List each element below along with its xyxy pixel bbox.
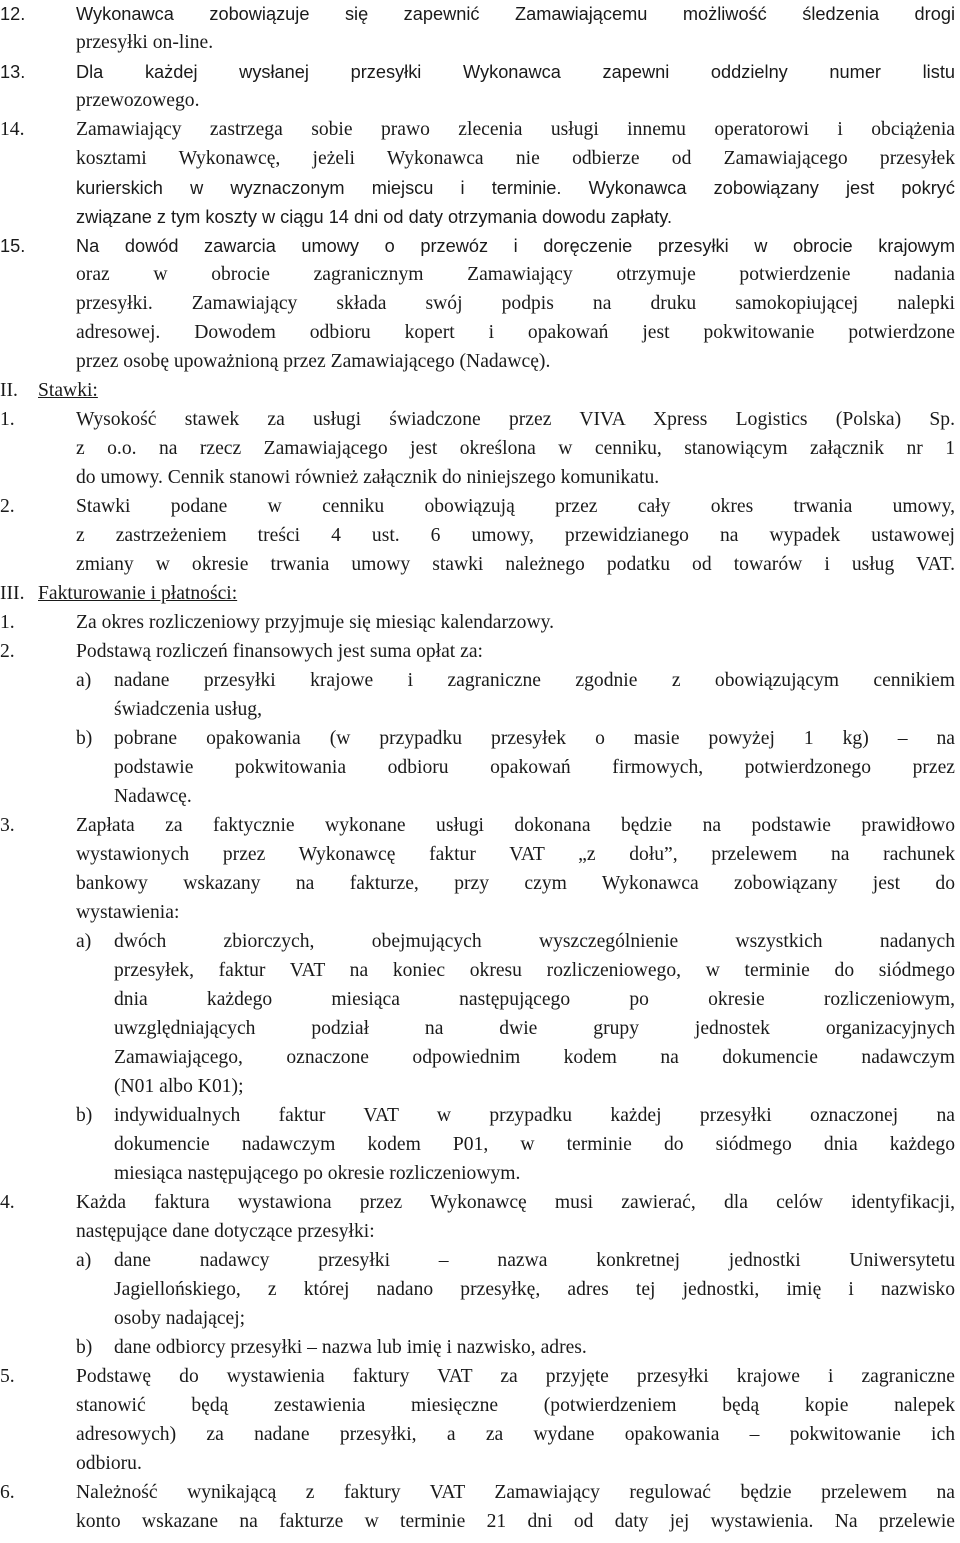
line-text: stanowić będą zestawienia miesięczne (potwierdzeniem będą kopie nalepek	[76, 1395, 955, 1416]
line-text: Każda faktura wystawiona przez Wykonawcę musi zawierać, dla celów identyfikacji,	[76, 1192, 955, 1213]
item-number: 3.	[0, 815, 15, 836]
line-text: dane nadawcy przesyłki – nazwa konkretnej jednostki Uniwersytetu	[114, 1250, 955, 1271]
item-number: 6.	[0, 1482, 15, 1503]
line-text: Na dowód zawarcia umowy o przewóz i doręczenie przesyłki w obrocie krajowym	[76, 236, 955, 256]
line-text: adresowych) za nadane przesyłki, a za wydane opakowania – pokwitowanie ich	[76, 1424, 955, 1445]
line-text: adresowej. Dowodem odbioru kopert i opakowań jest pokwitowanie potwierdzone	[76, 322, 955, 343]
line-text: wystawienia:	[76, 902, 180, 923]
line-text: nadane przesyłki krajowe i zagraniczne zgodnie z obowiązującym cennikiem	[114, 670, 955, 691]
line-text: zmiany w okresie trwania umowy stawki należnego podatku od towarów i usług VAT.	[76, 554, 955, 575]
line-text: przesyłki. Zamawiający składa swój podpis na druku samokopiującej nalepki	[76, 293, 955, 314]
line-text: Dla każdej wysłanej przesyłki Wykonawca zapewni oddzielny numer listu	[76, 62, 955, 82]
line-text: podstawie pokwitowania odbioru opakowań firmowych, potwierdzonego przez	[114, 757, 955, 778]
item-number: 2.	[0, 496, 15, 517]
item-number: a)	[76, 670, 92, 691]
line-text: przesyłki on-line.	[76, 32, 214, 53]
item-number: 14.	[0, 119, 25, 140]
line-text: dwóch zbiorczych, obejmujących wyszczególnienie wszystkich nadanych	[114, 931, 955, 952]
line-text: Stawki podane w cenniku obowiązują przez cały okres trwania umowy,	[76, 496, 955, 517]
line-text: Należność wynikającą z faktury VAT Zamawiający regulować będzie przelewem na	[76, 1482, 955, 1503]
line-text: związane z tym koszty w ciągu 14 dni od daty otrzymania dowodu zapłaty.	[76, 207, 673, 227]
line-text: Za okres rozliczeniowy przyjmuje się miesiąc kalendarzowy.	[76, 612, 555, 633]
item-number: 5.	[0, 1366, 15, 1387]
line-text: Zamawiającego, oznaczone odpowiednim kodem na dokumencie nadawczym	[114, 1047, 955, 1068]
line-text: indywidualnych faktur VAT w przypadku każdej przesyłki oznaczonej na	[114, 1105, 955, 1126]
line-text: kosztami Wykonawcę, jeżeli Wykonawca nie odbierze od Zamawiającego przesyłek	[76, 148, 955, 169]
item-number: III.	[0, 583, 25, 604]
item-number: 4.	[0, 1192, 15, 1213]
line-text: Zamawiający zastrzega sobie prawo zlecenia usługi innemu operatorowi i obciążenia	[76, 119, 955, 140]
line-text: osoby nadającej;	[114, 1308, 246, 1329]
section-heading: Fakturowanie i płatności:	[38, 583, 238, 604]
item-number: a)	[76, 1250, 92, 1271]
line-text: oraz w obrocie zagranicznym Zamawiający otrzymuje potwierdzenie nadania	[76, 264, 955, 285]
line-text: Zapłata za faktycznie wykonane usługi dokonana będzie na podstawie prawidłowo	[76, 815, 955, 836]
line-text: konto wskazane na fakturze w terminie 21 dni od daty jej wystawienia. Na przelewie	[76, 1511, 955, 1532]
line-text: wystawionych przez Wykonawcę faktur VAT „z dołu”, przelewem na rachunek	[76, 844, 955, 865]
line-text: z zastrzeżeniem treści 4 ust. 6 umowy, przewidzianego na wypadek ustawowej	[76, 525, 955, 546]
item-number: 15.	[0, 236, 26, 256]
line-text: kurierskich w wyznaczonym miejscu i terminie. Wykonawca zobowiązany jest pokryć	[76, 178, 955, 198]
item-number: 1.	[0, 612, 15, 633]
item-number: II.	[0, 380, 18, 401]
line-text: bankowy wskazany na fakturze, przy czym Wykonawca zobowiązany jest do	[76, 873, 955, 894]
line-text: Jagiellońskiego, z której nadano przesyłkę, adres tej jednostki, imię i nazwisko	[114, 1279, 955, 1300]
line-text: przesyłek, faktur VAT na koniec okresu rozliczeniowego, w terminie do siódmego	[114, 960, 955, 981]
line-text: odbioru.	[76, 1453, 142, 1474]
line-text: Nadawcę.	[114, 786, 192, 807]
item-number: a)	[76, 931, 92, 952]
item-number: b)	[76, 1337, 93, 1358]
line-text: Podstawę do wystawienia faktury VAT za przyjęte przesyłki krajowe i zagraniczne	[76, 1366, 955, 1387]
item-number: b)	[76, 1105, 93, 1126]
item-number: 1.	[0, 409, 15, 430]
line-text: przewozowego.	[76, 90, 200, 111]
line-text: dokumencie nadawczym kodem P01, w terminie do siódmego dnia każdego	[114, 1134, 955, 1155]
line-text: uwzględniających podział na dwie grupy jednostek organizacyjnych	[114, 1018, 955, 1039]
line-text: Wykonawca zobowiązuje się zapewnić Zamawiającemu możliwość śledzenia drogi	[76, 4, 955, 24]
line-text: (N01 albo K01);	[114, 1076, 244, 1097]
section-heading: Stawki:	[38, 380, 98, 401]
line-text: pobrane opakowania (w przypadku przesyłek o masie powyżej 1 kg) – na	[114, 728, 955, 749]
line-text: miesiąca następującego po okresie rozliczeniowym.	[114, 1163, 521, 1184]
item-number: 12.	[0, 4, 26, 24]
item-number: b)	[76, 728, 93, 749]
line-text: następujące dane dotyczące przesyłki:	[76, 1221, 375, 1242]
line-text: do umowy. Cennik stanowi również załącznik do niniejszego komunikatu.	[76, 467, 660, 488]
line-text: dane odbiorcy przesyłki – nazwa lub imię i nazwisko, adres.	[114, 1337, 587, 1358]
item-number: 13.	[0, 62, 26, 82]
line-text: z o.o. na rzecz Zamawiającego jest określona w cenniku, stanowiącym załącznik nr 1	[76, 438, 955, 459]
line-text: przez osobę upoważnioną przez Zamawiającego (Nadawcę).	[76, 351, 551, 372]
line-text: Wysokość stawek za usługi świadczone przez VIVA Xpress Logistics (Polska) Sp.	[76, 409, 955, 430]
item-number: 2.	[0, 641, 15, 662]
line-text: świadczenia usług,	[114, 699, 262, 720]
line-text: dnia każdego miesiąca następującego po okresie rozliczeniowym,	[114, 989, 955, 1010]
line-text: Podstawą rozliczeń finansowych jest suma opłat za:	[76, 641, 483, 662]
